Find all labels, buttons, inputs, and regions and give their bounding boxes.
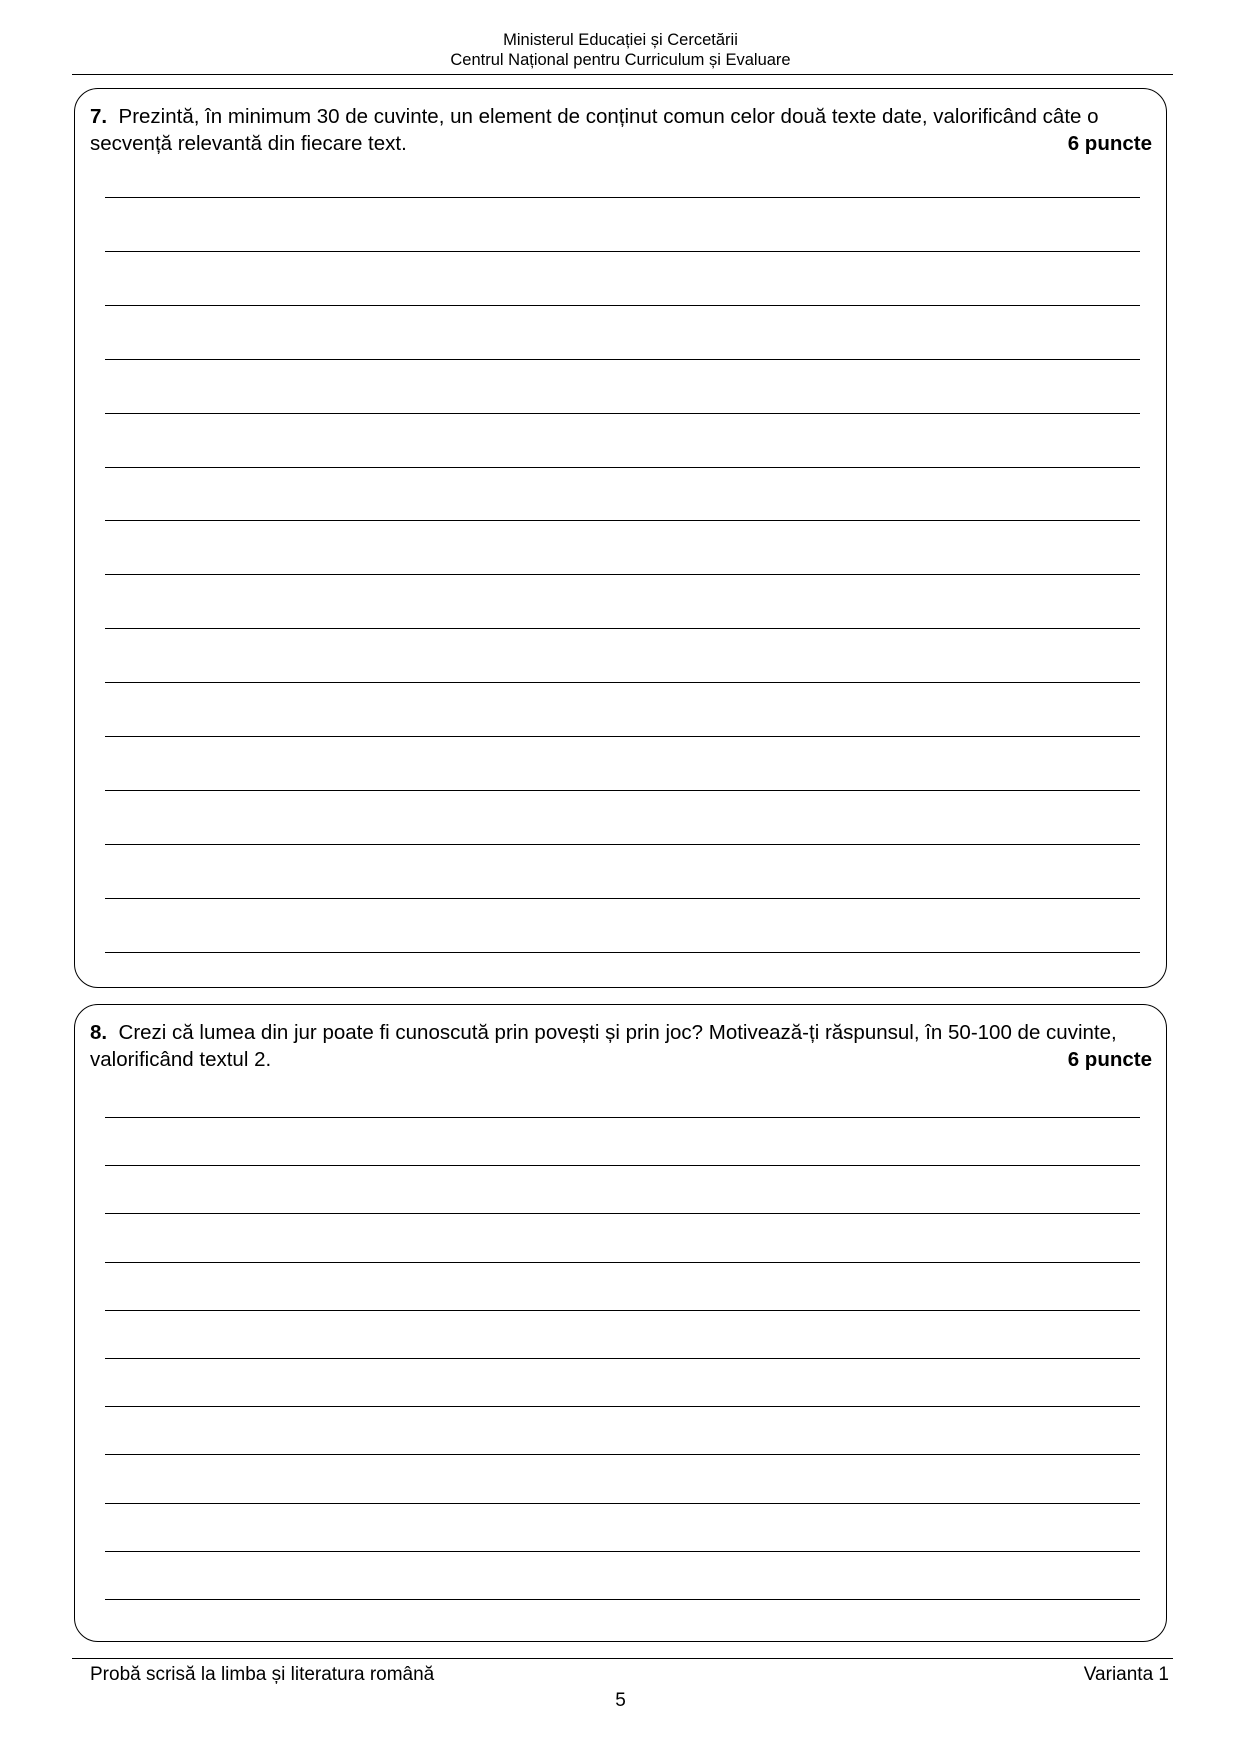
page-number: 5	[615, 1690, 626, 1711]
footer-exam-title: Probă scrisă la limba și literatura română	[90, 1664, 435, 1685]
page-header	[0, 30, 1241, 70]
answer-line	[105, 1117, 1140, 1118]
answer-line	[105, 682, 1140, 683]
answer-line	[105, 305, 1140, 306]
answer-line	[105, 1165, 1140, 1166]
header-ministry: Ministerul Educației și Cercetării	[503, 31, 738, 49]
answer-line	[105, 197, 1140, 198]
answer-line	[105, 790, 1140, 791]
question-7-text-block	[90, 103, 1151, 157]
header-divider	[72, 74, 1173, 75]
answer-line	[105, 1213, 1140, 1214]
answer-line	[105, 1551, 1140, 1552]
answer-line	[105, 952, 1140, 953]
answer-line	[105, 574, 1140, 575]
answer-line	[105, 1503, 1140, 1504]
question-8-prompt: Crezi că lumea din jur poate fi cunoscută prin povești și prin joc? Motivează-ți răspunsul, în 50-100 de cuvinte, valorificând textul 2.	[90, 1021, 1117, 1071]
question-8-points: 6 puncte	[1067, 1048, 1152, 1071]
answer-line	[105, 844, 1140, 845]
answer-line	[105, 628, 1140, 629]
answer-line	[105, 359, 1140, 360]
answer-line	[105, 1599, 1140, 1600]
answer-line	[105, 898, 1140, 899]
answer-line	[105, 251, 1140, 252]
question-7-points: 6 puncte	[1067, 132, 1152, 155]
footer-variant: Varianta 1	[1083, 1664, 1169, 1685]
question-8-number: 8.	[90, 1021, 108, 1044]
answer-line	[105, 1262, 1140, 1263]
answer-line	[105, 467, 1140, 468]
question-8-text-block	[90, 1019, 1151, 1073]
footer-divider	[72, 1658, 1173, 1659]
answer-line	[105, 1358, 1140, 1359]
answer-line	[105, 413, 1140, 414]
header-center: Centrul Național pentru Curriculum și Evaluare	[450, 51, 791, 69]
question-8-box	[74, 1004, 1167, 1642]
answer-line	[105, 1310, 1140, 1311]
answer-line	[105, 1454, 1140, 1455]
answer-line	[105, 1406, 1140, 1407]
answer-line	[105, 520, 1140, 521]
question-7-prompt: Prezintă, în minimum 30 de cuvinte, un element de conținut comun celor două texte date, valorificând câte o secvență relevantă din fiecare text.	[90, 105, 1099, 155]
question-7-number: 7.	[90, 105, 108, 128]
question-7-box	[74, 88, 1167, 988]
answer-line	[105, 736, 1140, 737]
